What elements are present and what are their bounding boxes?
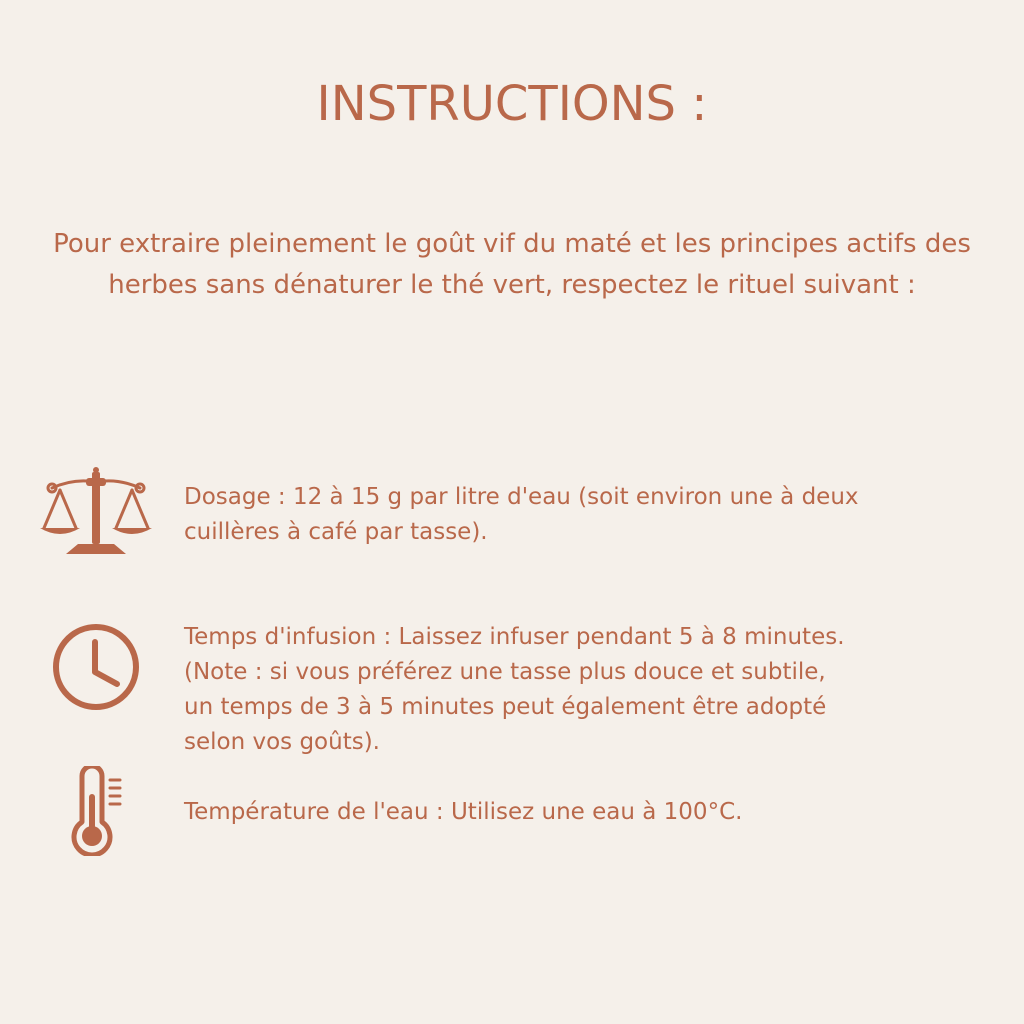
- infusion-line-3: un temps de 3 à 5 minutes peut également être adopté: [184, 694, 827, 720]
- page-title: INSTRUCTIONS :: [316, 76, 708, 133]
- infusion-time-instruction: [184, 620, 1004, 760]
- intro-paragraph: Pour extraire pleinement le goût vif du maté et les principes actifs des herbes sans dénaturer le thé vert, respectez le rituel suivant :: [53, 229, 971, 300]
- dosage-line-1: Dosage : 12 à 15 g par litre d'eau (soit environ une à deux: [184, 484, 859, 510]
- thermometer-icon: [68, 766, 124, 856]
- infusion-line-4: selon vos goûts).: [184, 729, 380, 755]
- water-temperature-instruction: [184, 795, 1004, 830]
- dosage-line-2: cuillères à café par tasse).: [184, 519, 488, 545]
- dosage-instruction: [184, 480, 1004, 550]
- balance-scale-icon: [38, 464, 154, 556]
- temperature-line-1: Température de l'eau : Utilisez une eau à 100°C.: [184, 799, 743, 825]
- infusion-line-2: (Note : si vous préférez une tasse plus douce et subtile,: [184, 659, 826, 685]
- clock-icon: [51, 622, 141, 712]
- infusion-line-1: Temps d'infusion : Laissez infuser pendant 5 à 8 minutes.: [184, 624, 845, 650]
